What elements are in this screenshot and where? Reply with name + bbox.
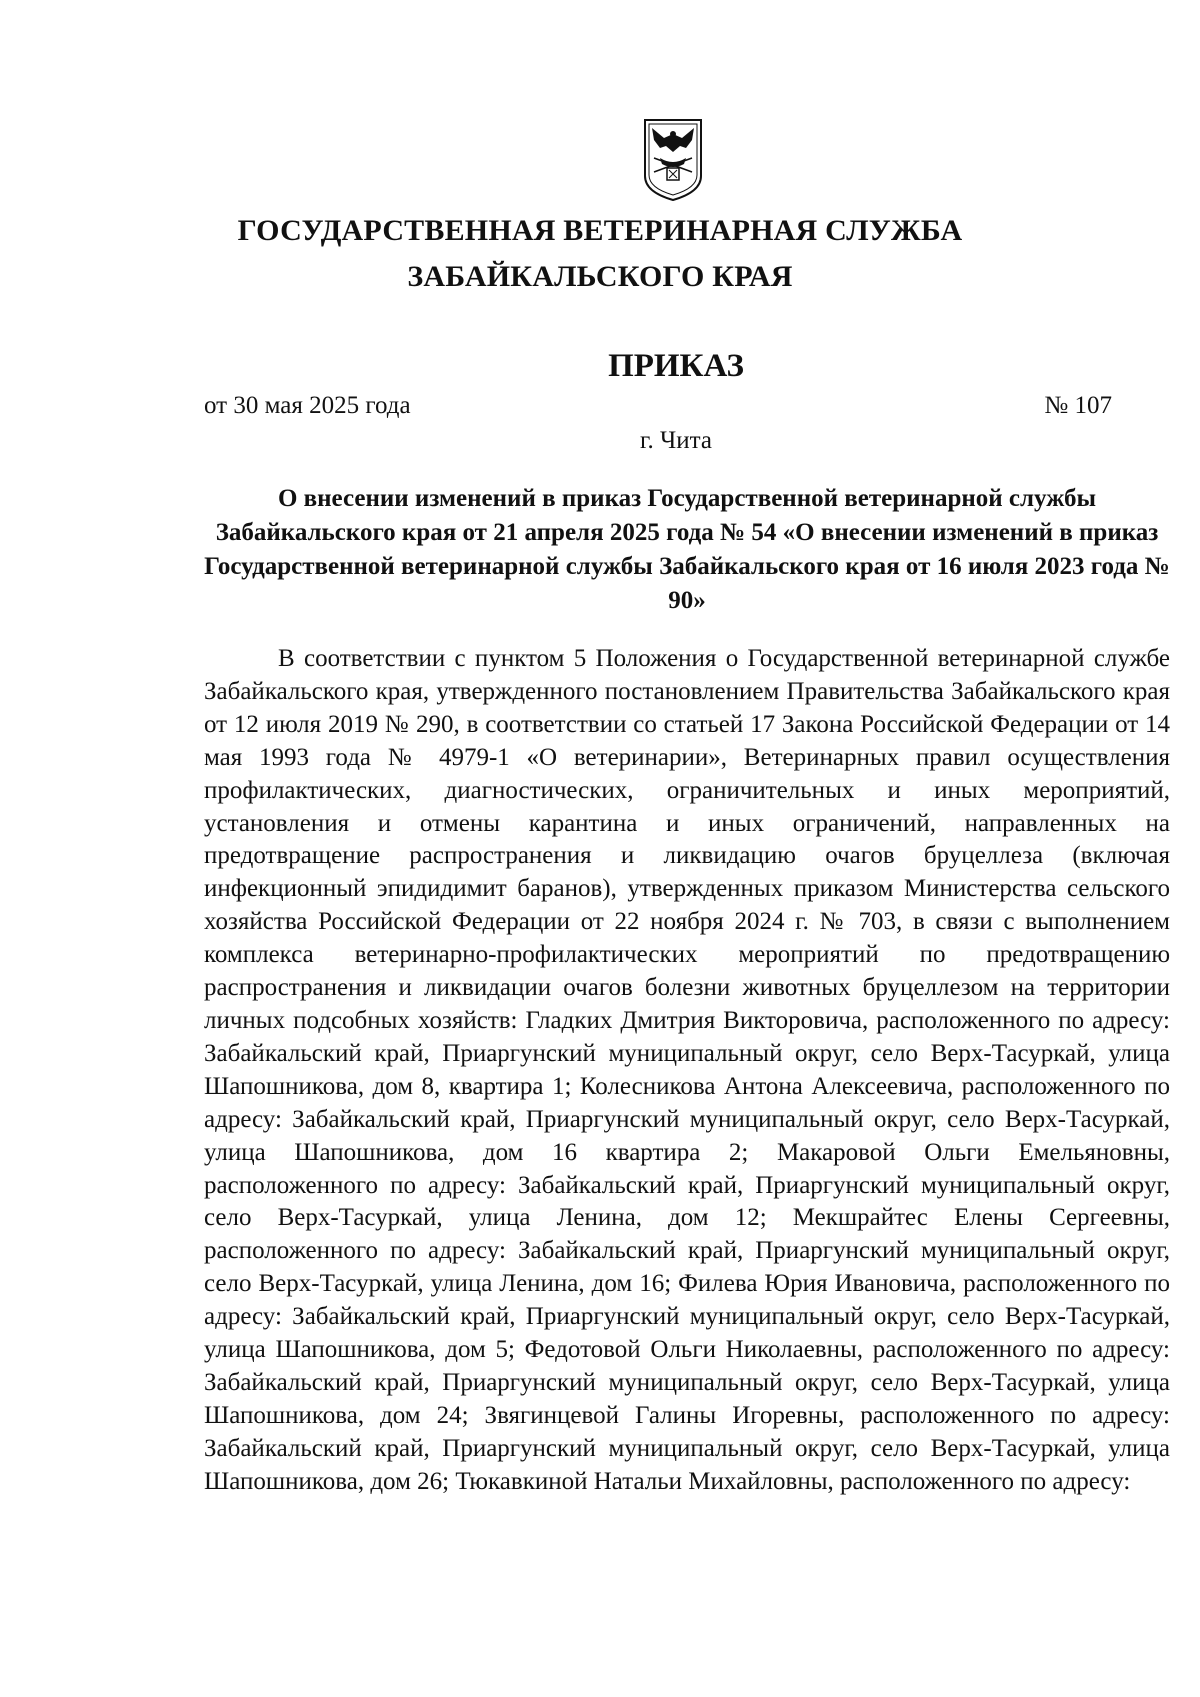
document-number: № 107 xyxy=(1044,392,1112,419)
organization-name-line2: ЗАБАЙКАЛЬСКОГО КРАЯ xyxy=(407,260,793,293)
document-body-paragraph: В соответствии с пунктом 5 Положения о Государственной ветеринарной службе Забайкальского края, утвержденного постановлением Правительства Забайкальского края от 12 июля 2019 № 290, в соответствии со статьей 17 Закона Российской Федерации от 14 мая 1993 года № 4979-1 «О ветеринарии», Ветеринарных правил осуществления профилактических, диагностических, ограничительных и иных мероприятий, установления и отмены карантина и иных ограничений, направленных на предотвращение распространения и ликвидацию очагов бруцеллеза (включая инфекционный эпидидимит баранов), утвержденных приказом Министерства сельского хозяйства Российской Федерации от 22 ноября 2024 г. № 703, в связи с выполнением комплекса ветеринарно-профилактических мероприятий по предотвращению распространения и ликвидации очагов болезни животных бруцеллезом на территории личных подсобных хозяйств: Гладких Дмитрия Викторовича, расположенного по адресу: Забайкальский край, Приаргунский муниципальный округ, село Верх-Тасуркай, улица Шапошникова, дом 8, квартира 1; Колесникова Антона Алексеевича, расположенного по адресу: Забайкальский край, Приаргунский муниципальный округ, село Верх-Тасуркай, улица Шапошникова, дом 16 квартира 2; Макаровой Ольги Емельяновны, расположенного по адресу: Забайкальский край, Приаргунский муниципальный округ, село Верх-Тасуркай, улица Ленина, дом 12; Мекшрайтес Елены Сергеевны, расположенного по адресу: Забайкальский край, Приаргунский муниципальный округ, село Верх-Тасуркай, улица Ленина, дом 16; Филева Юрия Ивановича, расположенного по адресу: Забайкальский край, Приаргунский муниципальный округ, село Верх-Тасуркай, улица Шапошникова, дом 5; Федотовой Ольги Николаевны, расположенного по адресу: Забайкальский край, Приаргунский муниципальный округ, село Верх-Тасуркай, улица Шапошникова, дом 24; Звягинцевой Галины Игоревны, расположенного по адресу: Забайкальский край, Приаргунский муниципальный округ, село Верх-Тасуркай, улица Шапошникова, дом 26; Тюкавкиной Натальи Михайловны, расположенного по адресу: xyxy=(204,645,1170,1495)
organization-name-line1: ГОСУДАРСТВЕННАЯ ВЕТЕРИНАРНАЯ СЛУЖБА xyxy=(237,214,963,247)
document-city: г. Чита xyxy=(640,427,712,454)
document-type: ПРИКАЗ xyxy=(608,348,744,384)
document-subject: О внесении изменений в приказ Государственной ветеринарной службы Забайкальского края от 21 апреля 2025 года № 54 «О внесении изменений в приказ Государственной ветеринарной службы Забайкальского края от 16 июля 2023 года № 90» xyxy=(204,485,1170,614)
organization-name xyxy=(150,208,1050,300)
coat-of-arms-icon xyxy=(642,118,704,202)
document-date: от 30 мая 2025 года xyxy=(204,392,411,419)
